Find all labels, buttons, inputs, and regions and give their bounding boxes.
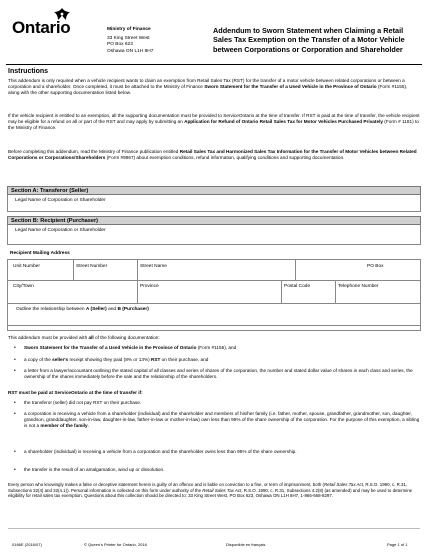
ministry-block [107,27,153,55]
rst-heading: RST must be paid at ServiceOntario at the time of transfer if: [8,390,143,395]
purchaser-name-field[interactable] [7,225,421,245]
instructions-heading: Instructions [8,68,49,75]
seller-name-label: Legal Name of Corporation or Shareholder [15,198,106,203]
ministry-name: Ministry of Finance [107,27,151,32]
page-number: Page 1 of 1 [387,542,408,547]
rst-item-3: a shareholder (individual) is receiving a vehicle from a corporation and the shareholder owns less than 95% of the share ownership. [24,449,297,454]
bullet-icon: • [14,467,16,473]
bullet-icon: • [14,449,16,455]
po-box-label: PO Box [367,264,384,269]
bullet-icon: • [14,411,16,417]
french-availability: Disponible en français [226,542,266,547]
street-name-label: Street Name [140,264,167,269]
street-number-label: Street Number [76,264,108,269]
purchaser-name-label: Legal Name of Corporation or Shareholder [15,228,106,233]
city-label: City/Town [13,284,34,289]
grid-col-divider [137,259,138,280]
doc-item-3: a letter from a lawyer/accountant outlining the stated capital of all classes and series of shares of the corporation, the number and stated dollar value of shares in each class and series, the ownership of the shares immediately before the sale and the relationship of the shareholders. [24,368,413,380]
instructions-paragraph-2: If the vehicle recipient is entitled to an exemption, all the supporting documentation must be provided to ServiceOntario at the time of transfer. If RST is paid at the time of transfer, the vehicle recipient may be eligible for a refund on all or part of the RST and may apply by submitting an Application for Refund of Ontario Retail Sales Tax for Motor Vehicles Purchased Privately (Form # 1181) to the Ministry of Finance. [8,113,420,131]
header-divider [6,64,422,65]
relationship-field[interactable] [7,315,421,331]
unit-number-label: Unit Number [13,264,40,269]
grid-col-divider [137,280,138,303]
postal-code-label: Postal Code [284,284,311,289]
bullet-icon: • [14,345,16,351]
doc-item-2: a copy of the seller's receipt showing they paid (8% or 13%) RST on their purchase, and [24,357,209,362]
grid-col-divider [295,259,296,280]
address-line-3: Oshawa ON L1H 8H7 [107,48,154,54]
doc-item-1: Sworn Statement for the Transfer of a Used Vehicle in the Province of Ontario (Form #1155), and [24,345,237,350]
section-a-heading: Section A: Transferor (Seller) [7,186,421,195]
grid-col-divider [73,259,74,280]
footer-divider [8,528,420,529]
documentation-intro: This addendum must be provided with all of the following documentation: [8,335,160,340]
instructions-paragraph-1: This addendum is only required when a vehicle recipient wants to claim an exemption from Retail Sales Tax (RST) for the transfer of a motor vehicle between related corporations or between a corporation and a shareholder. Once completed, it must be attached to the Ministry of Finance Sworn Statement for the Transfer of a Used Vehicle in the Province of Ontario (Form #1155), along with the other supporting documentation listed below. [8,78,408,96]
address-line-1: 33 King Street West [107,36,150,42]
grid-row-divider-2 [7,303,421,304]
rst-item-2: a corporation is receiving a vehicle from a shareholder (individual) and the shareholder and members of his/her family (i.e. father, mother, spouse, grandfather, grandmother, son, daughter, grandson, granddaughter, son-in-law, daughter-in-law, father-in-law or mother-in-law) own less than 95% of the share ownership of the corporation. For the purpose of this exemption, a sibling is not a member of the family. [24,411,420,429]
address-line-2: PO Box 623 [107,42,133,48]
ontario-logo [6,6,76,36]
privacy-notice: Every person who knowingly makes a false or deceptive statement herein is guilty of an offence and is liable on conviction to a fine, or term of imprisonment, both (Retail Sales Tax Act, R.S.O. 1990, c. R.31, Subsections 32(4) and 32(4.1)). Personal information is collected on this form under authority of the Retail Sales Tax Act, R.S.O. 1990, c. R.31, Subsections 4.2(8) (as amended) and may be used to determine eligibility for retail sales tax exemption. Questions about this collection should be directed to: 33 King Street West, PO Box 623, Oshawa ON L1H 8H7, 1-866-668-8297. [8,482,413,499]
grid-col-divider [335,280,336,303]
copyright: © Queen's Printer for Ontario, 2016 [84,542,147,547]
telephone-label: Telephone Number [338,284,379,289]
form-title: Addendum to Sworn Statement when Claiming a Retail Sales Tax Exemption on the Transfer of a Motor Vehicle between Corporations or Corporation and Shareholder [213,26,405,54]
section-b-heading: Section B: Recipient (Purchaser) [7,216,421,225]
trillium-icon [54,8,70,22]
grid-col-divider [281,280,282,303]
bullet-icon: • [14,400,16,406]
bullet-icon: • [14,357,16,363]
bullet-icon: • [14,368,16,374]
form-code: 0166E (2016/07) [12,542,42,547]
logo-wordmark: Ontario [12,18,71,37]
rst-item-4: the transfer is the result of an amalgamation, wind up or dissolution. [24,467,165,472]
instructions-paragraph-3: Before completing this addendum, read the Ministry of Finance publication entitled Retail Sales Tax and Harmonized Sales Tax Information for the Transfer of Motor Vehicles between Related Corporations or Corporations/Shareholders (Form #9967) about exemption conditions, refund information, qualifying conditions and supporting documentation. [8,149,417,161]
province-label: Province [140,284,159,289]
mailing-address-heading: Recipient Mailing Address [10,251,70,256]
relationship-label: Outline the relationship between A (Seller) and B (Purchaser) [16,307,149,312]
grid-row-divider-1 [7,280,421,281]
rst-item-1: the transferor (seller) did not pay RST on their purchase. [24,400,142,405]
seller-name-field[interactable] [7,195,421,212]
